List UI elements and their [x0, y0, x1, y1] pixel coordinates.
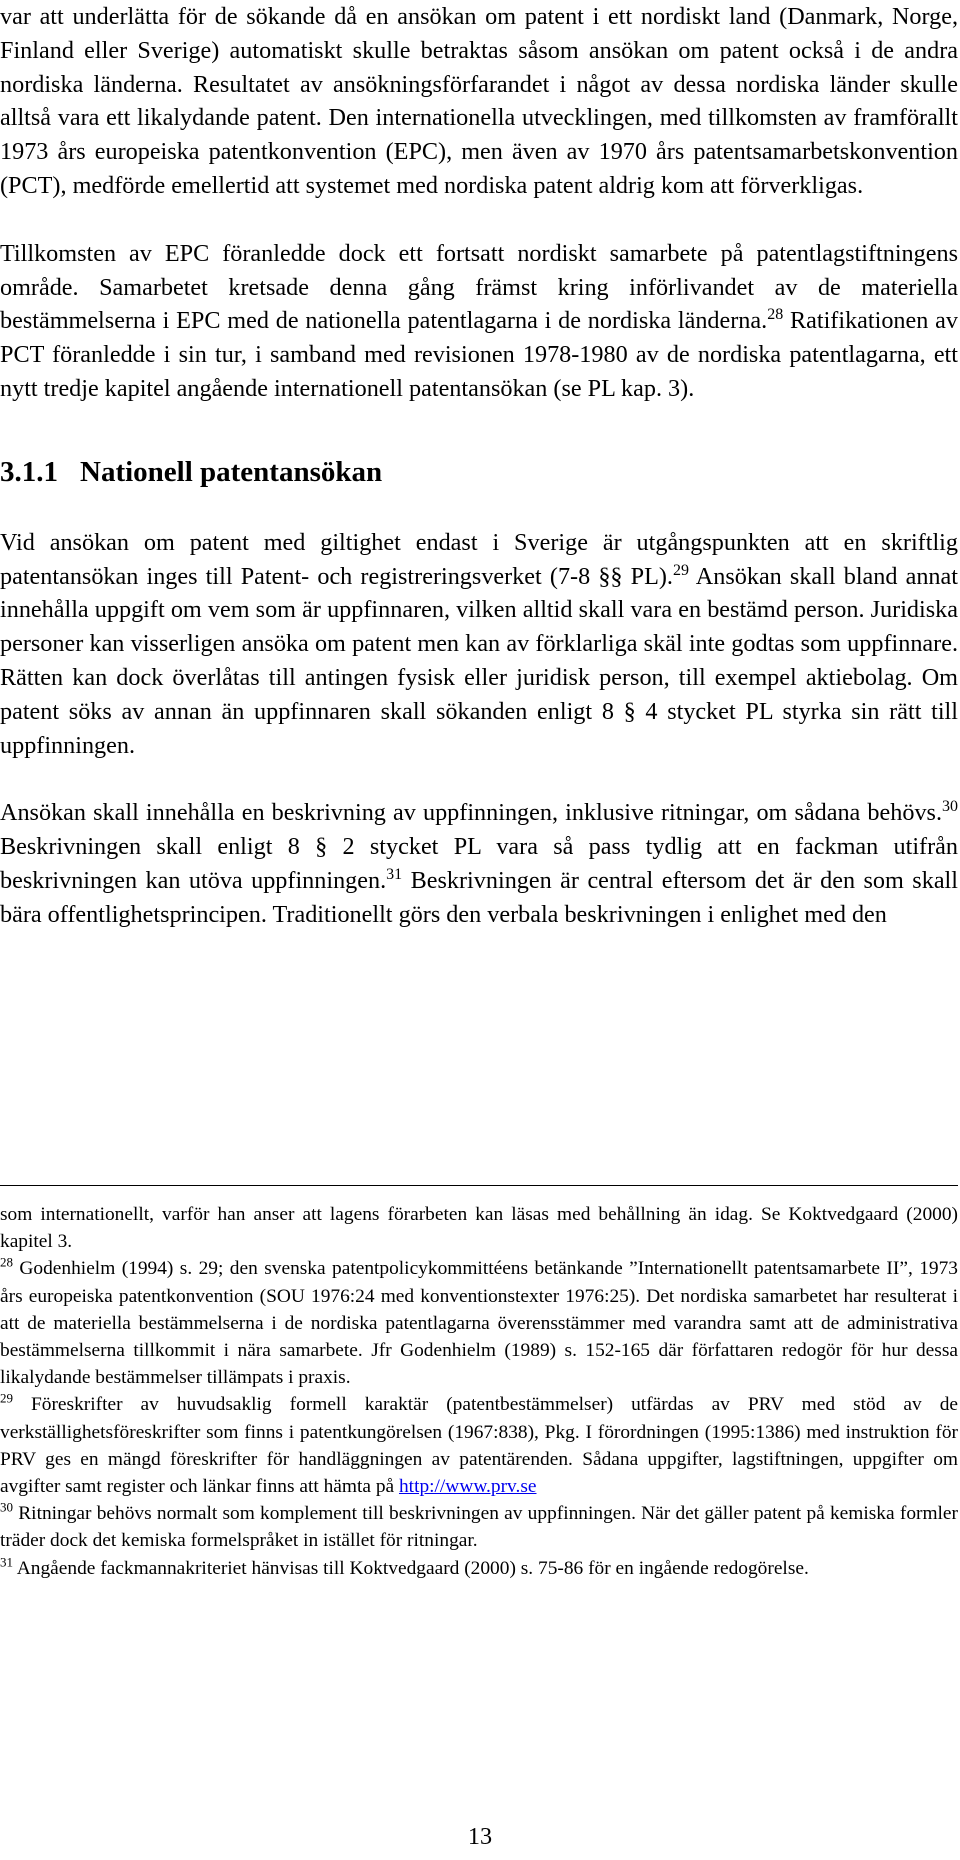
paragraph-description: [0, 796, 958, 931]
paragraph-text: Beskrivningen skall enligt 8 § 2 stycket PL vara så pass tydlig att en fackman utifrån beskrivningen kan utöva uppfinningen.: [0, 833, 958, 894]
paragraph-text: Tillkomsten av EPC föranledde dock ett fortsatt nordiskt samarbete på patentlagstiftningens område. Samarbetet kretsade denna gång främst kring införlivandet av de materiella bestämmelserna i EPC med de nationella patentlagarna i de nordiska länderna.: [0, 239, 958, 335]
footnote-ref-28[interactable]: 28: [767, 306, 784, 324]
paragraph-national-application: [0, 526, 958, 763]
footnote-28: [0, 1255, 958, 1391]
paragraph-text: Vid ansökan om patent med giltighet endast i Sverige är utgångspunkten att en skriftlig patentansökan inges till Patent- och registreringsverket (7-8 §§ PL).: [0, 528, 958, 590]
paragraph-text: Ansökan skall bland annat innehålla uppgift om vem som är uppfinnaren, vilken alltid skall vara en bestämd person. Juridiska personer kan visserligen ansöka om patent men kan av förklarliga skäl inte godtas som uppfinnare. Rätten kan dock överlåtas till antingen fysisk eller juridisk person, till exempel aktiebolag. Om patent söks av annan än uppfinnaren skall sökanden enligt 8 § 4 stycket PL styrka sin rätt till uppfinningen.: [0, 562, 958, 759]
paragraph-text: Ratifikationen av PCT föranledde i sin tur, i samband med revisionen 1978-1980 av de nordiska patentlagarna, ett nytt tredje kapitel angående internationell patentansökan (se PL kap. 3).: [0, 307, 958, 402]
footnote-30: [0, 1500, 958, 1554]
footnote-separator: [0, 1185, 958, 1186]
paragraph-text: Ansökan skall innehålla en beskrivning av uppfinningen, inklusive ritningar, om sådana behövs.: [0, 799, 942, 827]
paragraph-text: Beskrivningen är central eftersom det är den som skall bära offentlighetsprincipen. Traditionellt görs den verbala beskrivningen i enlighet med den: [0, 866, 958, 928]
section-number: 3.1.1: [0, 455, 58, 488]
footnote-text: Godenhielm (1994) s. 29; den svenska patentpolicykommittéens betänkande ”Internationellt patentsamarbete II”, 1973 års europeiska patentkonvention (SOU 1976:24 med konventionstexter 1976:25). Det nordiska samarbetet har resulterat i att de materiella bestämmelserna i de nordiska patentlagarna överensstämmer med varandra samt att de administrativa bestämmelserna tillkommit i nära samarbete. Jfr Godenhielm (1989) s. 152-165 där författaren redogör för hur dessa likalydande bestämmelser tillämpats i praxis.: [0, 1258, 958, 1389]
paragraph-nordic-patent: [0, 0, 958, 203]
footnote-29: [0, 1391, 958, 1500]
footnotes: [0, 1201, 958, 1582]
footnote-text: Föreskrifter av huvudsaklig formell karaktär (patentbestämmelser) utfärdas av PRV med stöd av de verkställighetsföreskrifter som finns i patentkungörelsen (1967:838), Pkg. I förordningen (1995:1386) med instruktion för PRV ges en mängd föreskrifter för handläggningen av patentärenden. Sådana uppgifter, lagstiftningen, uppgifter om avgifter samt register och länkar finns att hämta på: [0, 1394, 958, 1498]
footnote-text: Ritningar behövs normalt som komplement till beskrivningen av uppfinningen. När det gäller patent på kemiska formler träder dock det kemiska formelspråket in istället för ritningar.: [0, 1503, 958, 1552]
footnote-continuation: [0, 1201, 958, 1255]
page-number: 13: [467, 1823, 493, 1850]
paragraph-text: var att underlätta för de sökande då en ansökan om patent i ett nordiskt land (Danmark, Norge, Finland eller Sverige) automatiskt skulle betraktas såsom ansökan om patent också i de andra nordiska länderna. Resultatet av ansökningsförfarandet i något av dessa nordiska länder skulle alltså vara ett likalydande patent. Den internationella utvecklingen, med tillkomsten av framförallt 1973 års europeiska patentkonvention (EPC), men även av 1970 års patentsamarbetskonvention (PCT), medförde emellertid att systemet med nordiska patent aldrig kom att förverkligas.: [0, 3, 958, 199]
footnote-31: [0, 1555, 958, 1582]
footnote-number: 29: [0, 1390, 13, 1406]
section-title: Nationell patentansökan: [80, 455, 383, 488]
footnote-ref-29[interactable]: 29: [672, 561, 689, 579]
footnote-text: som internationellt, varför han anser att lagens förarbeten kan läsas med behållning än idag. Se Koktvedgaard (2000) kapitel 3.: [0, 1204, 958, 1253]
footnote-number: 30: [0, 1499, 13, 1515]
footnote-number: 31: [0, 1554, 13, 1570]
footnote-ref-31[interactable]: 31: [386, 865, 403, 883]
footnote-text: Angående fackmannakriteriet hänvisas till Koktvedgaard (2000) s. 75-86 för en ingående redogörelse.: [13, 1557, 809, 1579]
prv-link[interactable]: http://www.prv.se: [398, 1476, 537, 1498]
footnote-ref-30[interactable]: 30: [942, 798, 958, 816]
paragraph-gap: [0, 203, 958, 237]
paragraph-gap: [0, 762, 958, 796]
paragraph-epc-cooperation: [0, 237, 958, 406]
section-heading: [0, 454, 958, 490]
footnote-number: 28: [0, 1254, 13, 1270]
